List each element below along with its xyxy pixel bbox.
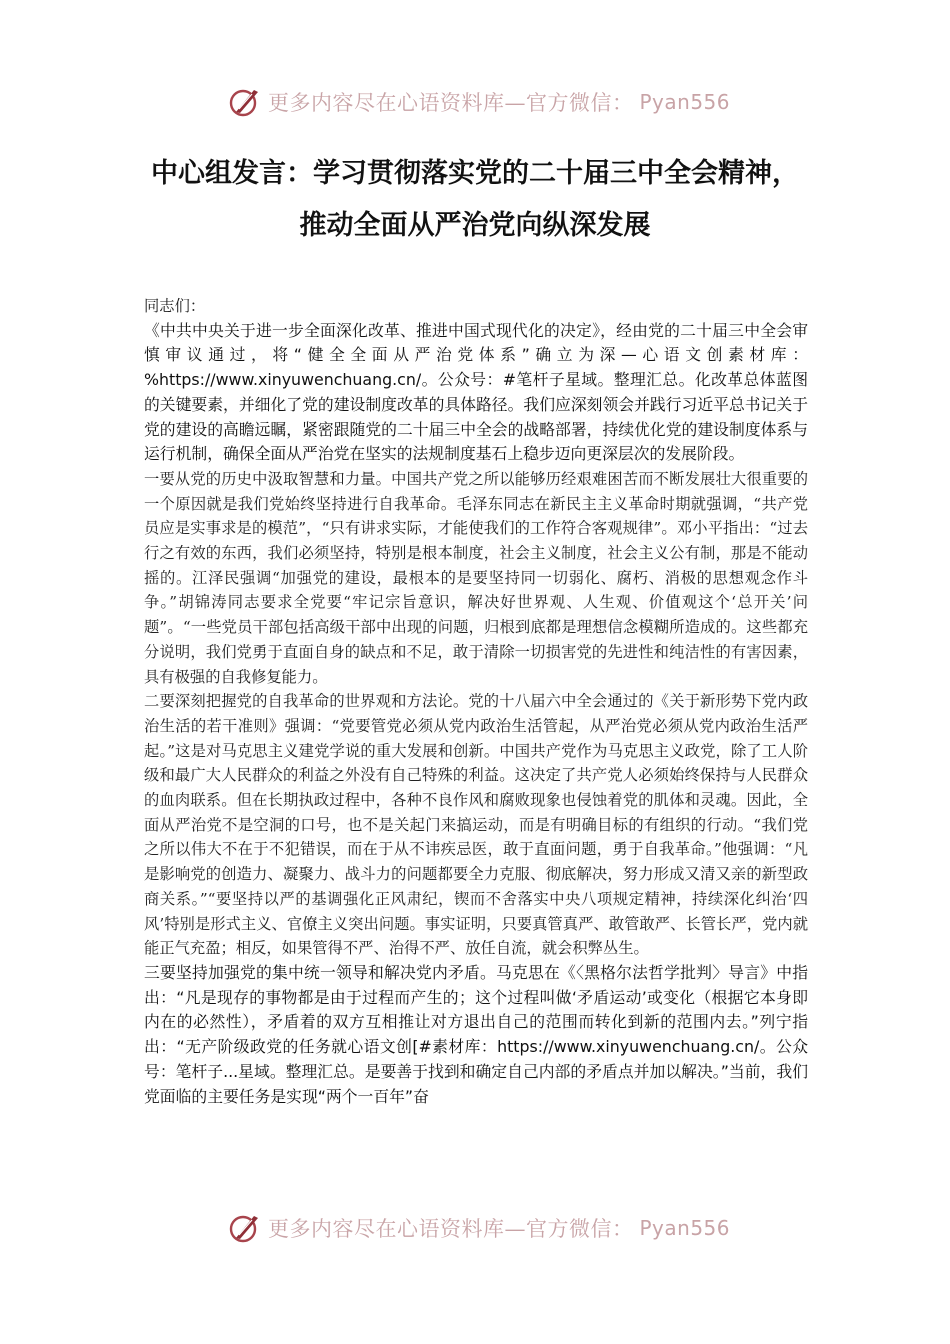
quill-logo-icon (228, 85, 262, 119)
paragraph-intro: 《中共中央关于进一步全面深化改革、推进中国式现代化的决定》，经由党的二十届三中全会审慎审议通过，将“健全全面从严治党体系”确立为深—心语文创素材库：%https://www.xinyuwenchuang.cn/。公众号：#笔杆子星域。整理汇总。化改革总体蓝图的关键要素，并细化了党的建设制度改革的具体路径。我们应深刻领会并践行习近平总书记关于党的建设的高瞻远瞩，紧密跟随党的二十届三中全会的战略部署，持续优化党的建设制度体系与运行机制，确保全面从严治党在坚实的法规制度基石上稳步迈向更深层次的发展阶段。 (144, 320, 808, 464)
document-body (144, 294, 808, 1109)
document-title (100, 148, 850, 252)
footer-banner (228, 1208, 731, 1248)
banner-wechat-handle: Pyan556 (639, 90, 731, 114)
title-line-2: 推动全面从严治党向纵深发展 (299, 210, 651, 241)
banner-wechat-handle: Pyan556 (639, 1216, 731, 1240)
paragraph-point-1: 一要从党的历史中汲取智慧和力量。中国共产党之所以能够历经艰难困苦而不断发展壮大很重要的一个原因就是我们党始终坚持进行自我革命。毛泽东同志在新民主主义革命时期就强调，“共产党员应是实事求是的模范”，“只有讲求实际，才能使我们的工作符合客观规律”。邓小平指出：“过去行之有效的东西，我们必须坚持，特别是根本制度，社会主义制度，社会主义公有制，那是不能动摇的。江泽民强调“加强党的建设，最根本的是要坚持同一切弱化、腐朽、消极的思想观念作斗争。”胡锦涛同志要求全党要“牢记宗旨意识，解决好世界观、人生观、价值观这个‘总开关’问题”。“一些党员干部包括高级干部中出现的问题，归根到底都是理想信念模糊所造成的。这些都充分说明，我们党勇于直面自身的缺点和不足，敢于清除一切损害党的先进性和纯洁性的有害因素，具有极强的自我修复能力。 (144, 469, 808, 686)
paragraph-point-2: 二要深刻把握党的自我革命的世界观和方法论。党的十八届六中全会通过的《关于新形势下党内政治生活的若干准则》强调：“党要管党必须从党内政治生活管起，从严治党必须从党内政治生活严起。”这是对马克思主义建党学说的重大发展和创新。中国共产党作为马克思主义政党，除了工人阶级和最广大人民群众的利益之外没有自己特殊的利益。这决定了共产党人必须始终保持与人民群众的血肉联系。但在长期执政过程中，各种不良作风和腐败现象也侵蚀着党的肌体和灵魂。因此，全面从严治党不是空洞的口号，也不是关起门来搞运动，而是有明确目标的有组织的行动。“我们党之所以伟大不在于不犯错误，而在于从不讳疾忌医，敢于直面问题，勇于自我革命。”他强调：“凡是影响党的创造力、凝聚力、战斗力的问题都要全力克服、彻底解决，努力形成又清又亲的新型政商关系。”“要坚持以严的基调强化正风肃纪，锲而不舍落实中央八项规定精神，持续深化纠治‘四风’特别是形式主义、官僚主义突出问题。事实证明，只要真管真严、敢管敢严、长管长严，党内就能正气充盈；相反，如果管得不严、治得不严、放任自流，就会积弊丛生。 (144, 692, 808, 958)
salutation: 同志们： (144, 297, 206, 315)
header-banner (228, 82, 731, 122)
paragraph-point-3: 三要坚持加强党的集中统一领导和解决党内矛盾。马克思在《〈黑格尔法哲学批判〉导言》中指出：“凡是现存的事物都是由于过程而产生的；这个过程叫做‘矛盾运动’或变化（根据它本身即内在的必然性），矛盾着的双方互相推让对方退出自己的范围而转化到新的范围内去。”列宁指出：“无产阶级政党的任务就心语文创[#素材库：https://www.xinyuwenchuang.cn/。公众号：笔杆子...星域。整理汇总。是要善于找到和确定自己内部的矛盾点并加以解决。”当前，我们党面临的主要任务是实现“两个一百年”奋 (144, 962, 808, 1106)
title-line-1: 中心组发言：学习贯彻落实党的二十届三中全会精神， (151, 158, 799, 189)
banner-text: 更多内容尽在心语资料库—官方微信： (268, 1217, 634, 1241)
banner-text: 更多内容尽在心语资料库—官方微信： (268, 91, 634, 115)
quill-logo-icon (228, 1211, 262, 1245)
